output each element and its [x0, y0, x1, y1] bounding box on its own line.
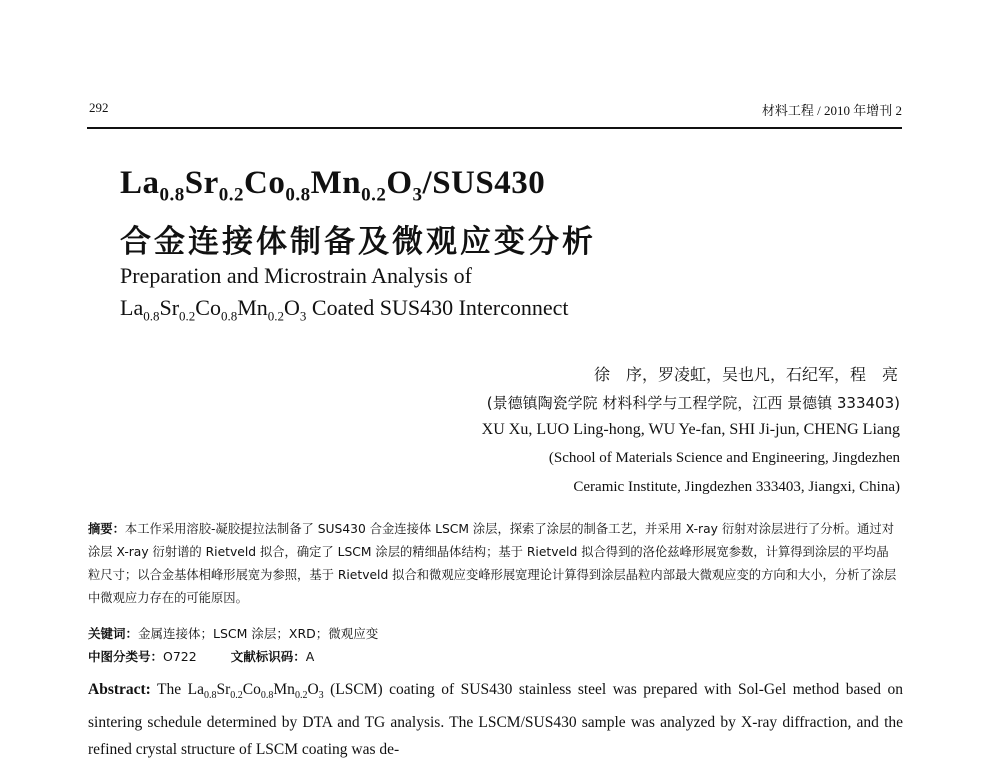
abstract-english-text-start: The: [150, 681, 188, 698]
title-english-suffix: Coated SUS430 Interconnect: [306, 295, 569, 320]
doc-code-label: 文献标识码：: [230, 649, 306, 664]
formula-subscript: 3: [412, 184, 423, 206]
formula-element: Sr: [159, 295, 180, 320]
formula-subscript: 0.2: [179, 308, 196, 324]
affiliation-chinese: (景德镇陶瓷学院 材料科学与工程学院，江西 景德镇 333403): [486, 394, 900, 412]
formula-element: Co: [244, 165, 286, 201]
formula-subscript: 3: [318, 690, 324, 702]
doc-code-value: A: [305, 649, 315, 664]
formula-subscript: 0.8: [285, 184, 311, 206]
header-divider: [87, 127, 902, 129]
formula-subscript: 0.8: [220, 308, 238, 324]
formula-subscript: 0.8: [159, 184, 185, 206]
page-number: 292: [89, 100, 109, 115]
formula-element: Co: [195, 295, 221, 320]
keywords-text: 金属连接体；LSCM 涂层；XRD；微观应变: [138, 626, 379, 641]
formula-element: Mn: [310, 165, 362, 201]
formula-element: La: [187, 681, 204, 698]
title-english-line2: [120, 295, 569, 324]
formula-subscript: 0.2: [294, 690, 308, 702]
running-header: 材料工程 / 2010 年增刊 2: [761, 103, 902, 118]
title-english-line1: Preparation and Microstrain Analysis of: [120, 263, 472, 288]
title-formula: [120, 165, 545, 207]
formula-subscript: 0.2: [361, 184, 387, 206]
abstract-chinese: [88, 518, 900, 610]
formula-element: O: [284, 295, 300, 320]
affiliation-english-line1: (School of Materials Science and Engineering, Jingdezhen: [548, 450, 900, 466]
formula-element: Sr: [184, 165, 219, 201]
abstract-chinese-text: 本工作采用溶胶-凝胶提拉法制备了 SUS430 合金连接体 LSCM 涂层，探索了涂层的制备工艺，并采用 X-ray 衍射对涂层进行了分析。通过对涂层 X-ray 衍射谱的 Rietveld 拟合，确定了 LSCM 涂层的精细晶体结构；基于 Rietveld 拟合得到的洛伦兹峰形展宽参数，计算得到涂层的平均晶粒尺寸；以合金基体相峰形展宽为参照，基于 Rietveld 拟合和微观应变峰形展宽理论计算得到涂层晶粒内部最大微观应变的方向和大小，分析了涂层中微观应力存在的可能原因。: [88, 522, 897, 605]
classification-line: [88, 647, 314, 665]
formula-subscript: 0.8: [260, 690, 274, 702]
clc-label: 中图分类号：: [88, 649, 164, 664]
keywords-label: 关键词：: [88, 626, 139, 641]
formula-subscript: 0.2: [218, 184, 245, 206]
affiliation-english-line2: Ceramic Institute, Jingdezhen 333403, Jiangxi, China): [573, 479, 900, 495]
formula-subscript: 3: [299, 308, 307, 324]
formula-element: Co: [242, 681, 261, 698]
formula-subscript: 0.8: [143, 308, 160, 324]
formula-element: La: [120, 295, 144, 320]
authors-chinese: 徐 序，罗凌虹，吴也凡，石纪军，程 亮: [593, 365, 898, 384]
formula-subscript: 0.2: [267, 308, 285, 324]
abstract-english: [88, 676, 903, 763]
formula-element: Sr: [216, 681, 231, 698]
abstract-english-text: (LSCM) coating of SUS430 stainless steel was prepared with Sol-Gel method based on sintering schedule determined by DTA and TG analysis. The LSCM/SUS430 sample was analyzed by X-ray diffraction, and the refined crystal structure of LSCM coating was de-: [88, 681, 903, 759]
formula-subscript: 0.8: [204, 690, 217, 702]
title-chinese: 合金连接体制备及微观应变分析: [120, 224, 596, 260]
formula-subscript: 0.2: [230, 690, 243, 702]
abstract-english-label: Abstract:: [88, 681, 151, 698]
keywords-line: [88, 624, 378, 642]
formula-element: Mn: [237, 295, 268, 320]
formula-suffix: /SUS430: [422, 165, 546, 201]
abstract-chinese-label: 摘要：: [88, 522, 125, 536]
formula-element: O: [386, 165, 413, 201]
clc-value: O722: [163, 649, 197, 664]
formula-element: O: [307, 681, 319, 698]
formula-element: Mn: [273, 681, 295, 698]
authors-english: XU Xu, LUO Ling-hong, WU Ye-fan, SHI Ji-jun, CHENG Liang: [481, 421, 900, 438]
formula-element: La: [120, 165, 160, 201]
